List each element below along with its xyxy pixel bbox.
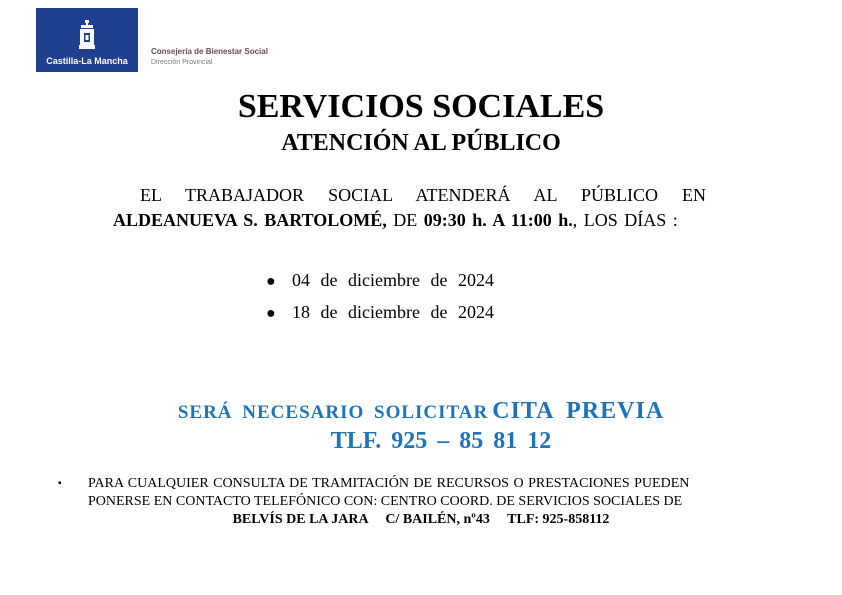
logo-text: Castilla-La Mancha xyxy=(46,56,128,66)
list-item xyxy=(266,268,494,300)
sub-department-name: Dirección Provincial xyxy=(151,59,213,66)
contact-line-1: PARA CUALQUIER CONSULTA DE TRAMITACIÓN DE RECURSOS O PRESTACIONES PUEDEN xyxy=(88,476,690,491)
castilla-la-mancha-logo xyxy=(36,8,138,72)
intro-line-2 xyxy=(113,210,678,231)
cita-phone: TLF. 925 – 85 81 12 xyxy=(330,428,552,454)
date-text: 18 de diciembre de 2024 xyxy=(292,302,494,322)
location-name: ALDEANUEVA S. BARTOLOMÉ, xyxy=(113,210,387,230)
cita-prefix: SERÁ NECESARIO SOLICITAR xyxy=(177,402,489,423)
cita-highlight: CITA PREVIA xyxy=(492,398,665,424)
square-bullet-icon: ▪ xyxy=(58,478,62,489)
castle-emblem-icon xyxy=(79,20,95,50)
contact-line-2: PONERSE EN CONTACTO TELEFÓNICO CON: CENTRO COORD. DE SERVICIOS SOCIALES DE xyxy=(88,494,683,509)
page-subtitle: ATENCIÓN AL PÚBLICO xyxy=(281,130,561,156)
cita-notice xyxy=(0,398,842,425)
bullet-icon: ● xyxy=(266,305,276,322)
de-text: DE xyxy=(393,210,418,230)
department-name: Consejería de Bienestar Social xyxy=(151,47,268,56)
list-item xyxy=(266,300,494,332)
hours-text: 09:30 h. A 11:00 h. xyxy=(423,210,573,230)
dates-list xyxy=(266,268,494,332)
intro-line-1: EL TRABAJADOR SOCIAL ATENDERÁ AL PÚBLICO EN xyxy=(140,185,706,205)
contact-line-3: BELVÍS DE LA JARA C/ BAILÉN, nº43 TLF: 925-858112 xyxy=(232,512,610,527)
bullet-icon: ● xyxy=(266,273,276,290)
page-title: SERVICIOS SOCIALES xyxy=(237,88,605,125)
date-text: 04 de diciembre de 2024 xyxy=(292,270,494,290)
los-dias-text: , LOS DÍAS : xyxy=(572,210,678,230)
